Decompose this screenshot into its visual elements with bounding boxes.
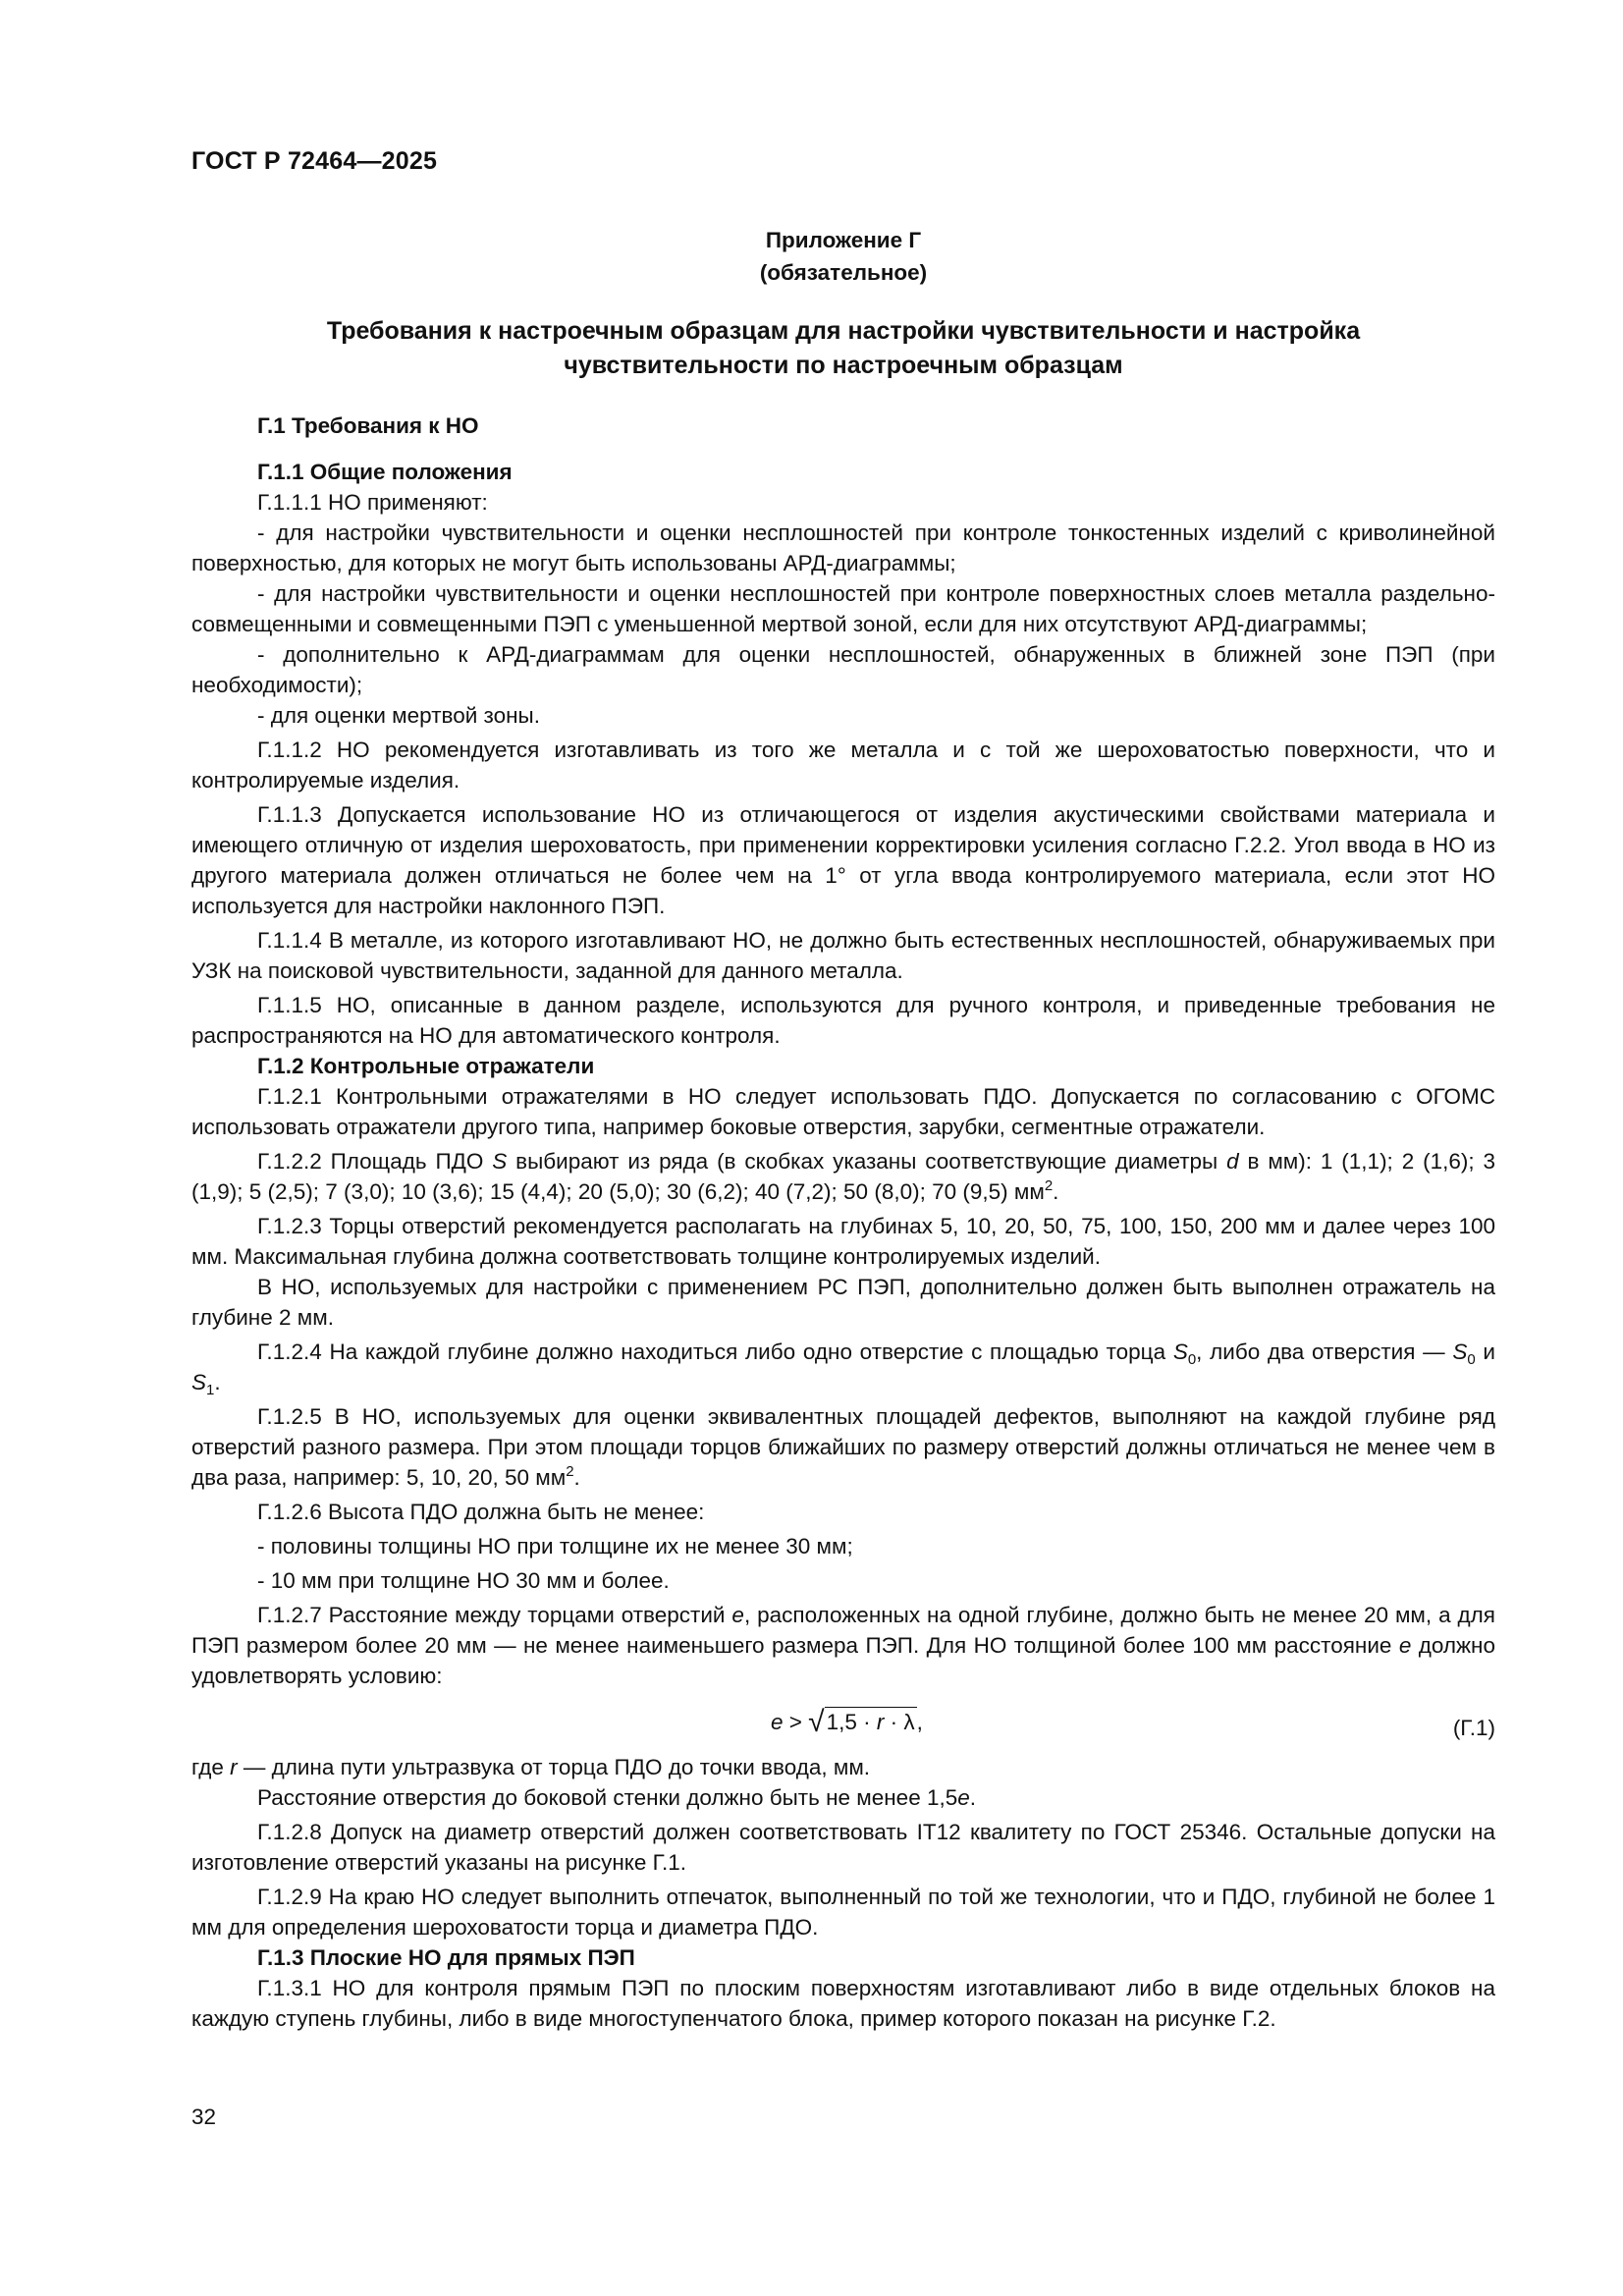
annex-status: (обязательное) [759, 260, 928, 285]
text-run: должно удовлетворять условию: [191, 1633, 1495, 1688]
paragraph [191, 1211, 1495, 1272]
paragraph [191, 1882, 1495, 1942]
formula-expression [771, 1707, 923, 1737]
text-run: Г.1 Требования к НО [257, 413, 479, 438]
text-run: . [214, 1370, 221, 1394]
text-run: е [957, 1785, 970, 1810]
text-run: Г.1.2.7 Расстояние между торцами отверстий [257, 1603, 732, 1627]
paragraph [191, 735, 1495, 795]
paragraph [191, 487, 1495, 518]
text-run: — длина пути ультразвука от торца ПДО до точки ввода, мм. [237, 1755, 871, 1779]
text-run: Г.1.1 Общие положения [257, 460, 513, 484]
annex-title [191, 314, 1495, 383]
paragraph [191, 925, 1495, 986]
formula-number: (Г.1) [1452, 1716, 1495, 1740]
paragraph [191, 518, 1495, 578]
text-run: Г.1.1.2 НО рекомендуется изготавливать из того же металла и с той же шероховатостью поверхности, что и контролируемые изделия. [191, 738, 1495, 793]
text-run: Г.1.3.1 НО для контроля прямым ПЭП по плоским поверхностям изготавливают либо в виде отдельных блоков на каждую ступень глубины, либо в виде многоступенчатого блока, пример которого показан на рисунке Г.2. [191, 1976, 1495, 2031]
radicand-token: · [884, 1710, 904, 1734]
radicand-token: · [856, 1710, 877, 1734]
text-run: Г.1.2 Контрольные отражатели [257, 1054, 595, 1078]
text-run: Г.1.2.5 В НО, используемых для оценки эквивалентных площадей дефектов, выполняют на каждой глубине ряд отверстий разного размера. При этом площади торцов ближайших по размеру отверстий должны отличаться не менее чем в два раза, например: 5, 10, 20, 50 мм [191, 1404, 1495, 1490]
text-run: . [1053, 1179, 1059, 1204]
text-run: - для настройки чувствительности и оценки несплошностей при контроле тонкостенных изделий с криволинейной поверхностью, для которых не могут быть использованы АРД-диаграммы; [191, 520, 1495, 575]
annex-label: Приложение Г [765, 228, 922, 252]
formula-radicand [825, 1707, 917, 1734]
formula-tail: , [916, 1710, 923, 1734]
text-run: Г.1.2.4 На каждой глубине должно находиться либо одно отверстие с площадью торца [257, 1339, 1173, 1364]
paragraph [191, 1497, 1495, 1527]
paragraph [191, 1146, 1495, 1207]
formula-lhs: e [771, 1710, 784, 1734]
text-run: S [1172, 1339, 1188, 1364]
text-run: выбирают из ряда (в скобках указаны соответствующие диаметры [507, 1149, 1227, 1174]
text-run: 0 [1467, 1351, 1476, 1368]
document-code: ГОСТ Р 72464—2025 [191, 147, 438, 175]
text-run: Г.1.1.1 НО применяют: [257, 490, 488, 515]
text-run: Г.1.2.8 Допуск на диаметр отверстий должен соответствовать IT12 квалитету по ГОСТ 25346. Остальные допуски на изготовление отверстий указаны на рисунке Г.1. [191, 1820, 1495, 1875]
paragraph [191, 1401, 1495, 1493]
square-root-sign: √ [808, 1706, 825, 1738]
paragraph [191, 1752, 1495, 1782]
text-run: 0 [1187, 1351, 1197, 1368]
text-run: - 10 мм при толщине НО 30 мм и более. [257, 1568, 670, 1593]
text-run: S [492, 1149, 508, 1174]
paragraph [191, 1817, 1495, 1878]
section-heading [191, 410, 1495, 441]
radicand-token: λ [903, 1710, 915, 1734]
text-run: - для оценки мертвой зоны. [257, 703, 540, 728]
text-run: Г.1.2.6 Высота ПДО должна быть не менее: [257, 1500, 705, 1524]
paragraph [191, 700, 1495, 731]
text-run: Г.1.2.9 На краю НО следует выполнить отпечаток, выполненный по той же технологии, что и ПДО, глубиной не более 1 мм для определения шероховатости торца и диаметра ПДО. [191, 1885, 1495, 1940]
page-number: 32 [191, 2105, 217, 2129]
text-run: е [731, 1603, 744, 1627]
paragraph [191, 1081, 1495, 1142]
section-heading [191, 1942, 1495, 1973]
paragraph [191, 990, 1495, 1051]
text-run: Г.1.2.1 Контрольными отражателями в НО следует использовать ПДО. Допускается по согласованию с ОГОМС использовать отражатели другого типа, например боковые отверстия, зарубки, сегментные отражатели. [191, 1084, 1495, 1139]
paragraph [191, 1782, 1495, 1813]
radicand-token: 1,5 [826, 1710, 857, 1734]
section-heading [191, 457, 1495, 487]
formula-g1 [191, 1699, 1495, 1748]
text-run: Г.1.2.2 Площадь ПДО [257, 1149, 493, 1174]
text-run: 2 [1044, 1177, 1054, 1194]
text-run: , либо два отверстия — [1196, 1339, 1453, 1364]
text-run: Г.1.2.3 Торцы отверстий рекомендуется располагать на глубинах 5, 10, 20, 50, 75, 100, 150, 200 мм и далее через 100 мм. Максимальная глубина должна соответствовать толщине контролируемых изделий. [191, 1214, 1495, 1269]
text-run: , расположенных на одной глубине, должно быть не менее 20 мм, а для ПЭП размером более 20 мм — не менее наименьшего размера ПЭП. Для НО толщиной более 100 мм расстояние [191, 1603, 1495, 1658]
paragraph [191, 1565, 1495, 1596]
text-run: 1 [206, 1382, 215, 1398]
text-run: В НО, используемых для настройки с применением РС ПЭП, дополнительно должен быть выполнен отражатель на глубине 2 мм. [191, 1275, 1495, 1330]
formula-relation: > [783, 1710, 809, 1734]
text-run: - дополнительно к АРД-диаграммам для оценки несплошностей, обнаруженных в ближней зоне ПЭП (при необходимости); [191, 642, 1495, 697]
text-run: - половины толщины НО при толщине их не менее 30 мм; [257, 1534, 853, 1558]
text-run: S [1452, 1339, 1468, 1364]
text-run: 2 [566, 1463, 574, 1480]
paragraph [191, 1600, 1495, 1691]
annex-heading [191, 224, 1495, 289]
paragraph [191, 1531, 1495, 1561]
paragraph [191, 1973, 1495, 2034]
text-run: S [191, 1370, 207, 1394]
text-run: Расстояние отверстия до боковой стенки должно быть не менее 1,5 [257, 1785, 958, 1810]
document-body [191, 410, 1495, 2034]
text-run: . [969, 1785, 977, 1810]
text-run: где [191, 1755, 231, 1779]
text-run: Г.1.1.4 В металле, из которого изготавливают НО, не должно быть естественных несплошностей, обнаруживаемых при УЗК на поисковой чувствительности, заданной для данного металла. [191, 928, 1495, 983]
text-run: Г.1.1.3 Допускается использование НО из отличающегося от изделия акустическими свойствами материала и имеющего отличную от изделия шероховатость, при применении корректировки усиления согласно Г.2.2. Угол ввода в НО из другого материала должен отличаться не более чем на 1° от угла ввода контролируемого материала, если этот НО используется для настройки наклонного ПЭП. [191, 802, 1495, 918]
text-run: - для настройки чувствительности и оценки несплошностей при контроле поверхностных слоев металла раздельно-совмещенными и совмещенными ПЭП с уменьшенной мертвой зоной, если для них отсутствуют АРД-диаграммы; [191, 581, 1495, 636]
paragraph [191, 578, 1495, 639]
text-run: в мм): 1 (1,1); 2 (1,6); 3 (1,9); 5 (2,5); 7 (3,0); 10 (3,6); 15 (4,4); 20 (5,0); 30 (6,2); 40 (7,2); 50 (8,0); 70 (9,5) мм [191, 1149, 1496, 1204]
text-run: Г.1.1.5 НО, описанные в данном разделе, используются для ручного контроля, и приведенные требования не распространяются на НО для автоматического контроля. [191, 993, 1495, 1048]
annex-title-line-1: Требования к настроечным образцам для настройки чувствительности и настройка [326, 317, 1361, 345]
text-run: Г.1.3 Плоские НО для прямых ПЭП [257, 1945, 635, 1970]
text-run: . [573, 1465, 580, 1490]
text-run: е [1398, 1633, 1412, 1658]
annex-title-line-2: чувствительности по настроечным образцам [564, 352, 1123, 379]
paragraph [191, 1337, 1495, 1397]
text-run: и [1475, 1339, 1495, 1364]
paragraph [191, 1272, 1495, 1333]
paragraph [191, 799, 1495, 921]
text-run: r [230, 1755, 238, 1779]
section-heading [191, 1051, 1495, 1081]
radicand-token: r [876, 1710, 885, 1734]
text-run: d [1226, 1149, 1239, 1174]
paragraph [191, 639, 1495, 700]
